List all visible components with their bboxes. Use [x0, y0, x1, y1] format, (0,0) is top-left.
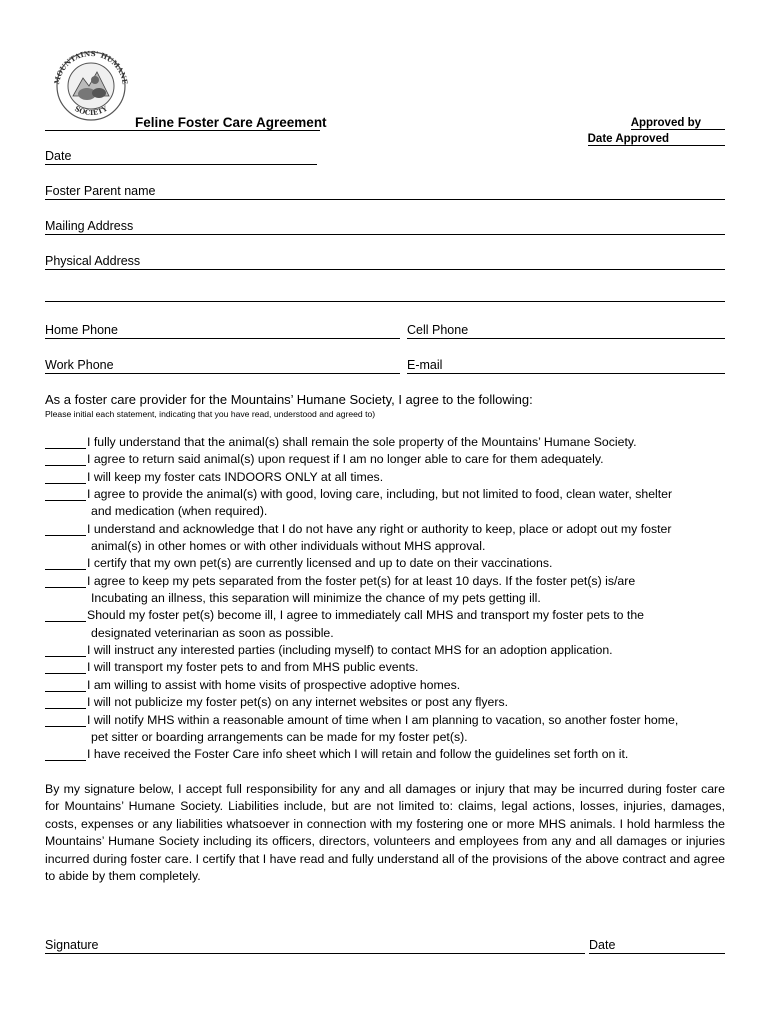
- statement-text: I will not publicize my foster pet(s) on any internet websites or post any flyers.: [87, 695, 509, 710]
- initial-blank[interactable]: [45, 659, 86, 674]
- statement-text: I agree to keep my pets separated from the foster pet(s) for at least 10 days. If the foster pet(s) is/are: [87, 573, 636, 588]
- statement-text-continued: pet sitter or boarding arrangements can be made for my foster pet(s).: [91, 729, 468, 744]
- approved-by-field[interactable]: Approved by: [631, 117, 725, 130]
- cell-phone-label: Cell Phone: [407, 323, 469, 337]
- address-continuation-line[interactable]: [45, 301, 725, 302]
- initial-blank[interactable]: [45, 607, 86, 622]
- statement-item: [45, 677, 735, 694]
- statement-text: I understand and acknowledge that I do not have any right or authority to keep, place or adopt out my foster: [87, 521, 672, 536]
- statement-text: I have received the Foster Care info sheet which I will retain and follow the guidelines set forth on it.: [87, 747, 629, 762]
- initial-blank[interactable]: [45, 642, 86, 657]
- statement-text: I agree to provide the animal(s) with good, loving care, including, but not limited to food, clean water, shelter: [87, 487, 673, 502]
- initial-blank[interactable]: [45, 555, 86, 570]
- foster-parent-name-field[interactable]: [45, 184, 725, 200]
- intro-text: As a foster care provider for the Mountains’ Humane Society, I agree to the following:: [45, 392, 533, 407]
- initial-blank[interactable]: [45, 573, 86, 588]
- statement-item: [45, 555, 735, 572]
- email-field[interactable]: [407, 358, 725, 374]
- statement-text: I will instruct any interested parties (including myself) to contact MHS for an adoption application.: [87, 643, 613, 658]
- statement-item: [45, 694, 735, 711]
- signature-field[interactable]: [45, 938, 585, 954]
- statement-text: I will notify MHS within a reasonable amount of time when I am planning to vacation, so another foster home,: [87, 712, 679, 727]
- initial-blank[interactable]: [45, 469, 86, 484]
- email-label: E-mail: [407, 358, 443, 372]
- logo-text-top: MOUNTAINS' HUMANE: [52, 48, 130, 86]
- statement-text-continued: animal(s) in other homes or with other individuals without MHS approval.: [91, 539, 486, 554]
- home-phone-label: Home Phone: [45, 323, 118, 337]
- statement-item: [45, 659, 735, 676]
- mailing-address-field[interactable]: [45, 219, 725, 235]
- date-approved-field[interactable]: Date Approved: [588, 133, 725, 146]
- statement-text: I will transport my foster pets to and from MHS public events.: [87, 660, 419, 675]
- initial-blank[interactable]: [45, 677, 86, 692]
- statement-text: I agree to return said animal(s) upon request if I am no longer able to care for them adequately.: [87, 452, 604, 467]
- intro-instruction: Please initial each statement, indicating that you have read, understood and agreed to): [45, 409, 376, 419]
- liability-paragraph: By my signature below, I accept full responsibility for any and all damages or injury that may be incurred during foster care for Mountains’ Humane Society. Liabilities include, but are not limited to: claims, legal actions, losses, injuries, damages, costs, expenses or any liabilities whatsoever in connection with my fostering one or more MHS animals. I hold harmless the Mountains’ Humane Society including its officers, directors, volunteers and employees from any and all damages or injuries incurred during foster care. I certify that I have read and fully understand all of the provisions of the above contract and agree to abide by them completely.: [45, 782, 725, 884]
- statement-text: I fully understand that the animal(s) shall remain the sole property of the Mountains’ Humane Society.: [87, 435, 637, 449]
- signature-date-field[interactable]: [589, 938, 725, 954]
- statement-item: [45, 607, 735, 642]
- statement-item: [45, 712, 735, 747]
- statement-text: I am willing to assist with home visits of prospective adoptive homes.: [87, 677, 461, 692]
- statement-item: [45, 573, 735, 608]
- statement-item: [45, 642, 735, 659]
- initial-blank[interactable]: [45, 746, 86, 761]
- statement-text-continued: Incubating an illness, this separation will minimize the chance of my pets getting ill.: [91, 591, 541, 606]
- mountains-humane-society-logo: [47, 44, 135, 122]
- physical-address-field[interactable]: [45, 254, 725, 270]
- date-field[interactable]: [45, 149, 317, 165]
- statement-text: I will keep my foster cats INDOORS ONLY at all times.: [87, 469, 384, 484]
- initial-blank[interactable]: [45, 434, 86, 449]
- foster-parent-name-label: Foster Parent name: [45, 184, 156, 198]
- statement-item: [45, 521, 735, 556]
- logo-text-bottom: SOCIETY: [73, 103, 109, 118]
- physical-address-label: Physical Address: [45, 254, 141, 268]
- initial-blank[interactable]: [45, 712, 86, 727]
- initial-blank[interactable]: [45, 451, 86, 466]
- signature-date-label: Date: [589, 938, 616, 952]
- statement-item: [45, 486, 735, 521]
- statement-text: Should my foster pet(s) become ill, I agree to immediately call MHS and transport my foster pets to the: [87, 608, 645, 623]
- work-phone-field[interactable]: [45, 358, 400, 374]
- initial-blank[interactable]: [45, 694, 86, 709]
- mailing-address-label: Mailing Address: [45, 219, 134, 233]
- work-phone-label: Work Phone: [45, 358, 114, 372]
- initial-blank[interactable]: [45, 486, 86, 501]
- home-phone-field[interactable]: [45, 323, 400, 339]
- statement-item: [45, 746, 735, 763]
- statement-item: [45, 451, 735, 468]
- statement-text: I certify that my own pet(s) are currently licensed and up to date on their vaccinations.: [87, 556, 553, 571]
- date-label: Date: [45, 149, 72, 163]
- statement-text-continued: designated veterinarian as soon as possible.: [91, 625, 334, 640]
- cell-phone-field[interactable]: [407, 323, 725, 339]
- page-title: Feline Foster Care Agreement: [135, 115, 327, 130]
- statements-list: [45, 434, 735, 764]
- initial-blank[interactable]: [45, 521, 86, 536]
- statement-item: [45, 469, 735, 486]
- statement-item: [45, 434, 735, 451]
- statement-text-continued: and medication (when required).: [91, 504, 268, 519]
- signature-label: Signature: [45, 938, 99, 952]
